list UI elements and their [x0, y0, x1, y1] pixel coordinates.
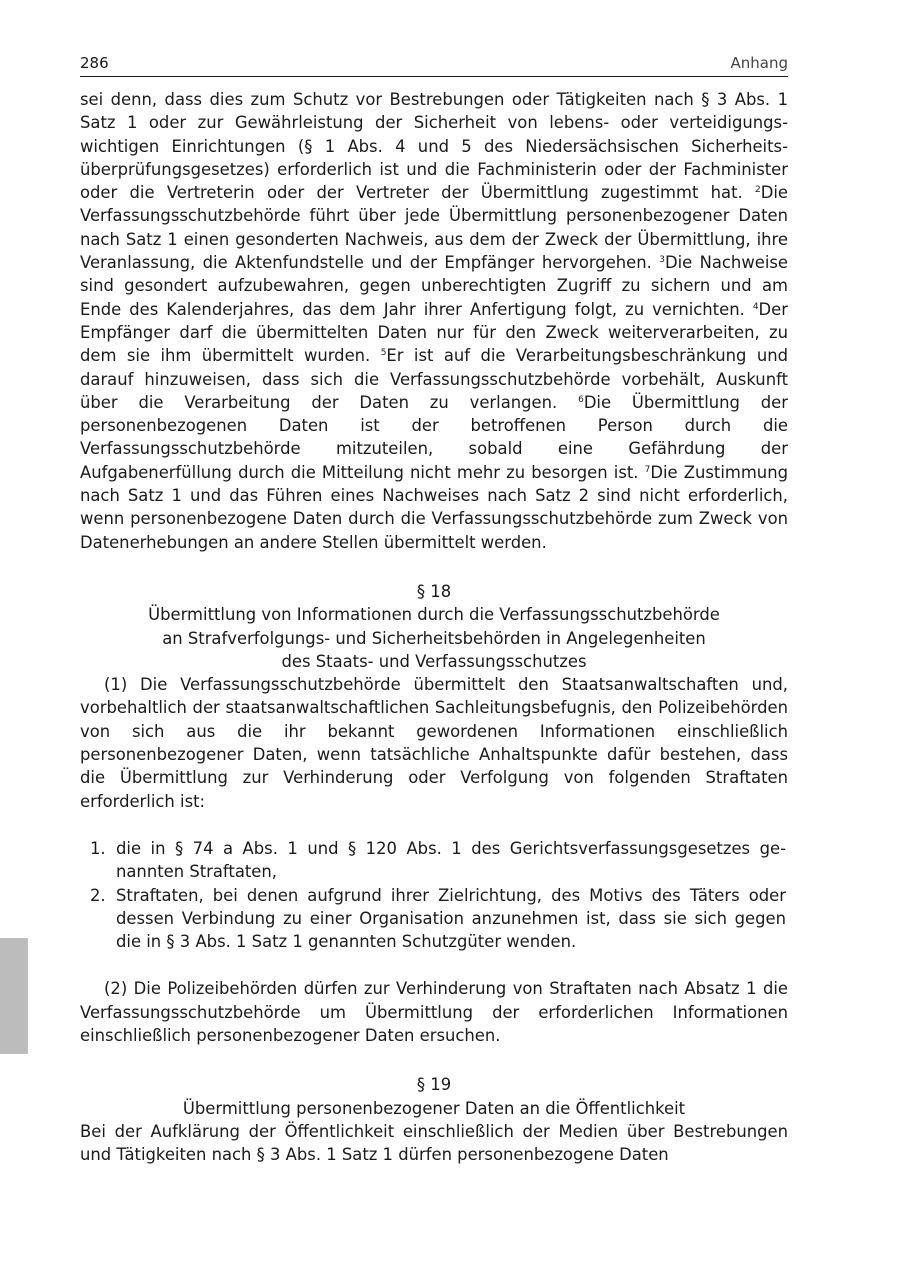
page-header: [80, 52, 788, 77]
page-number: 286: [80, 54, 109, 72]
section-18-number: § 18: [416, 581, 452, 601]
section-18-title-line-2: an Strafverfolgungs- und Sicherheitsbehörden in Angelegenheiten: [162, 628, 706, 648]
chapter-thumb-tab: [0, 938, 28, 1054]
list-item-number: 1.: [90, 838, 106, 858]
section-18-title-line-1: Übermittlung von Informationen durch die Verfassungsschutzbehörde: [148, 605, 720, 625]
list-item-number: 2.: [90, 885, 106, 905]
running-head: Anhang: [730, 54, 788, 72]
section-19-heading: [80, 1073, 788, 1120]
section-18-paragraph-1: (1) Die Verfassungsschutzbehörde übermittelt den Staatsanwaltschaften und, vorbehaltlich der staatsanwaltschaftlichen Sachleitungsbefugnis, den Polizeibehörden von sich aus die ihr bekannt gewordenen Informationen einschließlich personenbezogener Daten, wenn tatsächliche Anhaltspunkte dafür bestehen, dass die Übermittlung zur Verhinderung oder Verfolgung von folgenden Straftaten erforderlich ist:: [80, 675, 788, 811]
list-item-text: Straftaten, bei denen aufgrund ihrer Zielrichtung, des Motivs des Täters oder dessen Verbindung zu einer Organisation anzunehmen ist, dass sie sich gegen die in § 3 Abs. 1 Satz 1 genannten Schutzgüter wenden.: [116, 885, 786, 952]
section-18-heading: [80, 580, 788, 673]
section-19-number: § 19: [416, 1075, 452, 1095]
section-18-paragraph-2: (2) Die Polizeibehörden dürfen zur Verhinderung von Straftaten nach Absatz 1 die Verfassungsschutzbehörde um Übermittlung der erforderlichen Informationen einschließlich personenbezogener Daten ersuchen.: [80, 979, 788, 1045]
section-19-paragraph-1: Bei der Aufklärung der Öffentlichkeit einschließlich der Medien über Bestrebungen und Tätigkeiten nach § 3 Abs. 1 Satz 1 dürfen personenbezogene Daten: [80, 1121, 788, 1165]
list-item-text: die in § 74 a Abs. 1 und § 120 Abs. 1 des Gerichtsverfassungsgesetzes genannten Straftaten,: [116, 838, 786, 882]
section-18-list: [80, 837, 788, 953]
page-body: [80, 88, 788, 1166]
section-19-title: Übermittlung personenbezogener Daten an die Öffentlichkeit: [182, 1098, 686, 1118]
intro-paragraph: sei denn, dass dies zum Schutz vor Bestrebungen oder Tätigkeiten nach § 3 Abs. 1 Satz 1 oder zur Gewährleistung der Sicherheit von lebens- oder verteidigungswichtigen Einrichtungen (§ 1 Abs. 4 und 5 des Niedersächsischen Sicherheitsüberprüfungsgesetzes) erforderlich ist und die Fachministerin oder der Fachminister oder die Vertreterin oder der Vertreter der Übermittlung zugestimmt hat. $^2$Die Verfassungsschutzbehörde führt über jede Übermittlung personenbezogener Daten nach Satz 1 einen gesonderten Nachweis, aus dem der Zweck der Übermittlung, ihre Veranlassung, die Aktenfundstelle und der Empfänger hervorgehen. $^3$Die Nachweise sind gesondert aufzubewahren, gegen unberechtigten Zugriff zu sichern und am Ende des Kalenderjahres, das dem Jahr ihrer Anfertigung folgt, zu vernichten. $^4$Der Empfänger darf die übermittelten Daten nur für den Zweck weiterverarbeiten, zu dem sie ihm übermittelt wurden. $^5$Er ist auf die Verarbeitungsbeschränkung und darauf hinzuweisen, dass sich die Verfassungsschutzbehörde vorbehält, Auskunft über die Verarbeitung der Daten zu verlangen. $^6$Die Übermittlung der personenbezogenen Daten ist der betroffenen Person durch die Verfassungsschutzbehörde mitzuteilen, sobald eine Gefährdung der Aufgabenerfüllung durch die Mitteilung nicht mehr zu besorgen ist. $^7$Die Zustimmung nach Satz 1 und das Führen eines Nachweises nach Satz 2 sind nicht erforderlich, wenn personenbezogene Daten durch die Verfassungsschutzbehörde zum Zweck von Datenerhebungen an andere Stellen übermittelt werden.: [80, 90, 789, 552]
section-18-title-line-3: des Staats- und Verfassungsschutzes: [281, 651, 587, 671]
list-item: [80, 837, 788, 884]
list-item: [80, 884, 788, 954]
